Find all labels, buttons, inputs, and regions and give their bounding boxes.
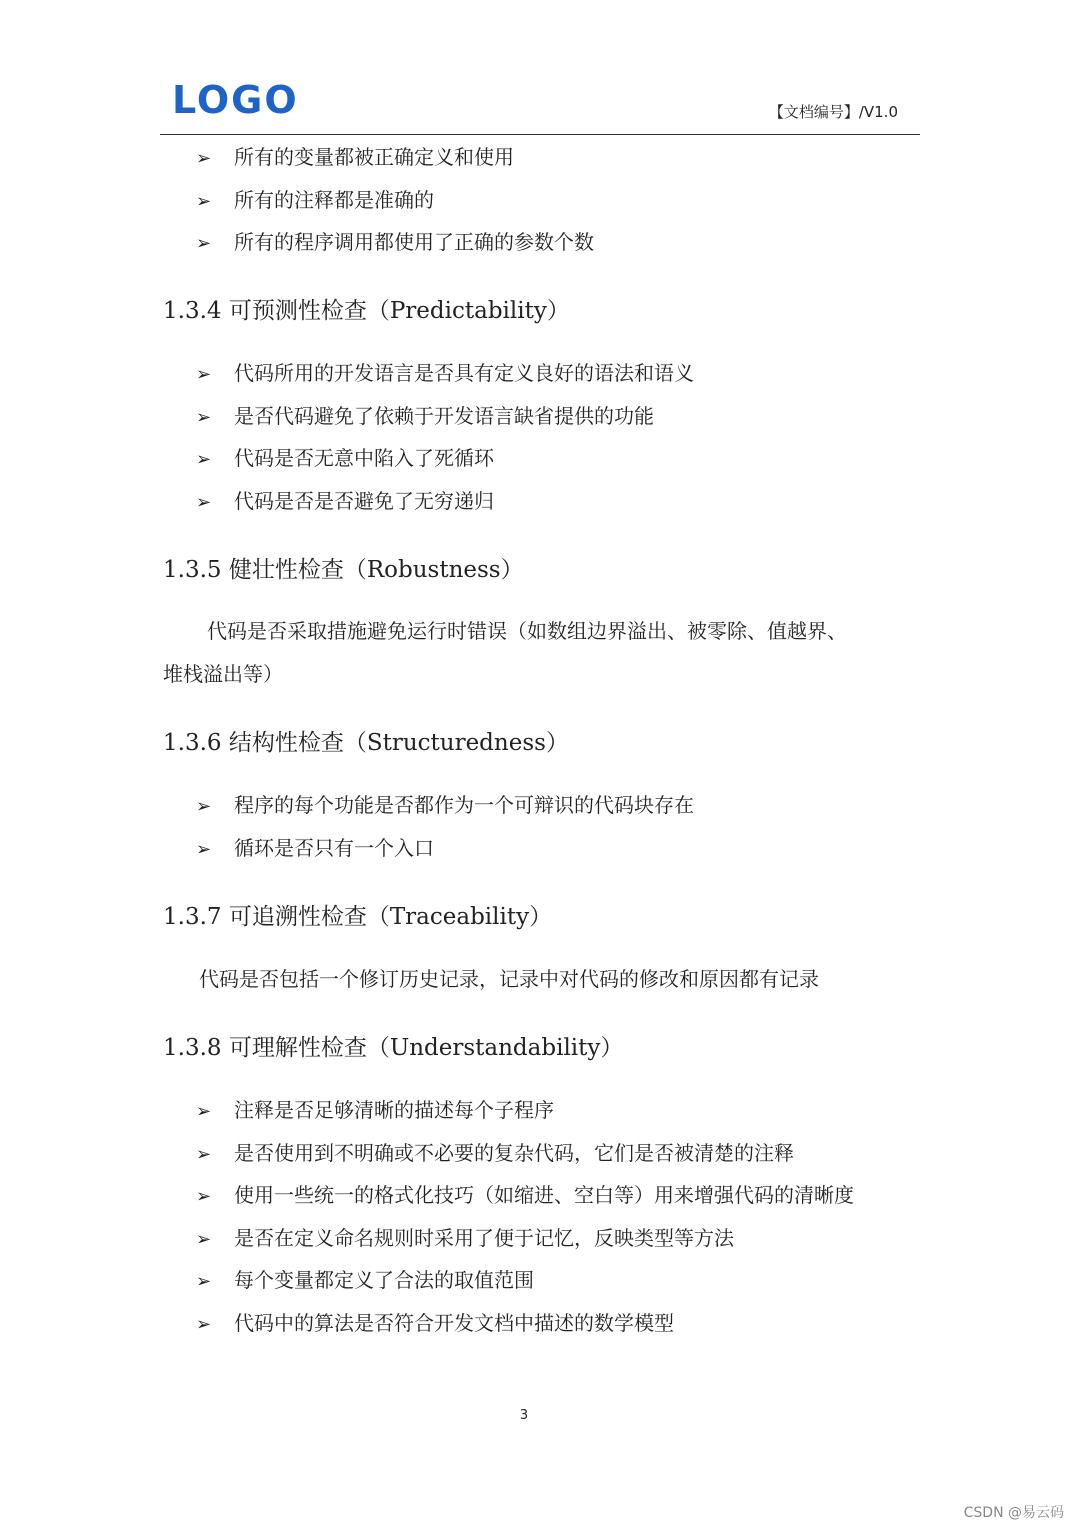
arrow-bullet-icon: ➢ bbox=[196, 148, 212, 169]
list-item: ➢ 使用一些统一的格式化技巧（如缩进、空白等）用来增强代码的清晰度 bbox=[196, 1180, 854, 1212]
paragraph-continuation: 堆栈溢出等） bbox=[163, 662, 283, 686]
doc-number: 【文档编号】/V1.0 bbox=[768, 103, 898, 121]
list-item: ➢ 注释是否足够清晰的描述每个子程序 bbox=[196, 1095, 554, 1127]
page-number: 3 bbox=[519, 1408, 529, 1423]
list-item: ➢ 每个变量都定义了合法的取值范围 bbox=[196, 1265, 534, 1297]
paragraph: 代码是否采取措施避免运行时错误（如数组边界溢出、被零除、值越界、 bbox=[207, 619, 847, 643]
section-heading-1-3-8: 1.3.8 可理解性检查（Understandability） bbox=[163, 1035, 624, 1061]
list-item: ➢ 是否使用到不明确或不必要的复杂代码，它们是否被清楚的注释 bbox=[196, 1138, 794, 1170]
arrow-bullet-icon: ➢ bbox=[196, 1229, 212, 1250]
arrow-bullet-icon: ➢ bbox=[196, 492, 212, 513]
arrow-bullet-icon: ➢ bbox=[196, 796, 212, 817]
list-item: ➢ 代码所用的开发语言是否具有定义良好的语法和语义 bbox=[196, 358, 694, 390]
watermark: CSDN @易云码 bbox=[963, 1505, 1064, 1521]
logo: LOGO bbox=[172, 78, 299, 122]
arrow-bullet-icon: ➢ bbox=[196, 839, 212, 860]
section-heading-1-3-5: 1.3.5 健壮性检查（Robustness） bbox=[163, 557, 524, 583]
arrow-bullet-icon: ➢ bbox=[196, 1144, 212, 1165]
arrow-bullet-icon: ➢ bbox=[196, 1186, 212, 1207]
arrow-bullet-icon: ➢ bbox=[196, 1314, 212, 1335]
paragraph: 代码是否包括一个修订历史记录，记录中对代码的修改和原因都有记录 bbox=[199, 967, 819, 991]
list-item: ➢ 循环是否只有一个入口 bbox=[196, 833, 434, 865]
section-heading-1-3-7: 1.3.7 可追溯性检查（Traceability） bbox=[163, 904, 553, 930]
list-item: ➢ 所有的注释都是准确的 bbox=[196, 185, 434, 217]
arrow-bullet-icon: ➢ bbox=[196, 364, 212, 385]
list-item: ➢ 代码中的算法是否符合开发文档中描述的数学模型 bbox=[196, 1308, 674, 1340]
list-item: ➢ 所有的程序调用都使用了正确的参数个数 bbox=[196, 227, 594, 259]
arrow-bullet-icon: ➢ bbox=[196, 449, 212, 470]
header-divider bbox=[160, 134, 920, 135]
list-item: ➢ 程序的每个功能是否都作为一个可辩识的代码块存在 bbox=[196, 790, 694, 822]
arrow-bullet-icon: ➢ bbox=[196, 191, 212, 212]
list-item: ➢ 是否代码避免了依赖于开发语言缺省提供的功能 bbox=[196, 401, 654, 433]
section-heading-1-3-4: 1.3.4 可预测性检查（Predictability） bbox=[163, 298, 570, 324]
arrow-bullet-icon: ➢ bbox=[196, 407, 212, 428]
list-item: ➢ 代码是否无意中陷入了死循环 bbox=[196, 443, 494, 475]
list-item: ➢ 是否在定义命名规则时采用了便于记忆，反映类型等方法 bbox=[196, 1223, 734, 1255]
list-item: ➢ 所有的变量都被正确定义和使用 bbox=[196, 142, 514, 174]
arrow-bullet-icon: ➢ bbox=[196, 233, 212, 254]
list-item: ➢ 代码是否是否避免了无穷递归 bbox=[196, 486, 494, 518]
section-heading-1-3-6: 1.3.6 结构性检查（Structuredness） bbox=[163, 730, 569, 756]
arrow-bullet-icon: ➢ bbox=[196, 1271, 212, 1292]
arrow-bullet-icon: ➢ bbox=[196, 1101, 212, 1122]
